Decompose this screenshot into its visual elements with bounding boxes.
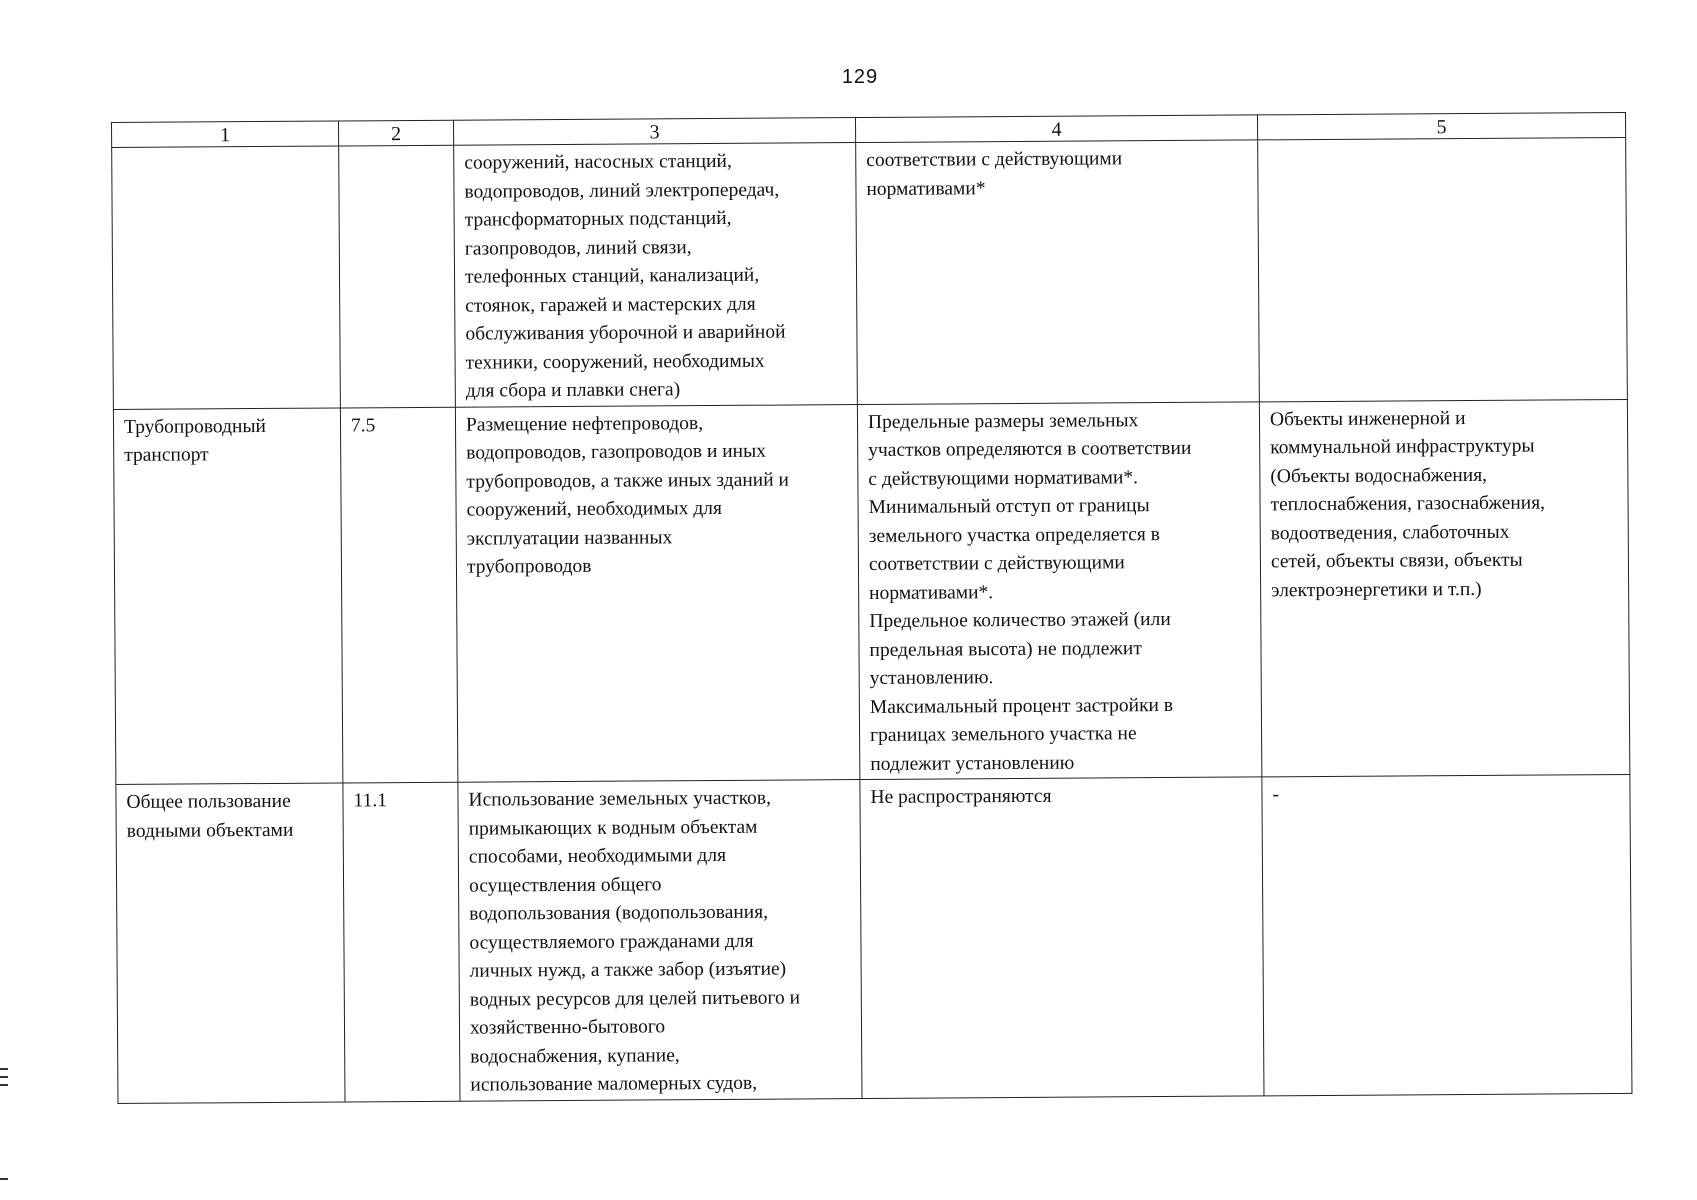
column-header-3: 3 <box>453 118 855 146</box>
parameters-cell: Предельные размеры земельных участков определяются в соответствии с действующими нормативами*. Минимальный отступ от границы земельного участка определяется в соответствии с действующими нормативами*. Предельное количество этажей (или предельная высота) не подлежит установлению. Максимальный процент застройки в границах земельного участка не подлежит установлению <box>857 401 1261 779</box>
table-row <box>113 399 1629 785</box>
table-row <box>116 774 1632 1103</box>
binding-mark <box>0 1084 8 1086</box>
binding-mark <box>0 1068 8 1070</box>
land-use-code-cell: 7.5 <box>340 407 457 783</box>
land-use-name-cell: Трубопроводный транспорт <box>113 407 342 784</box>
objects-cell: Объекты инженерной и коммунальной инфраструктуры (Объекты водоснабжения, теплоснабжения, газоснабжения, водоотведения, слаботочных сетей, объекты связи, объекты электроэнергетики и т.п.) <box>1259 399 1629 777</box>
column-header-5: 5 <box>1257 112 1625 139</box>
column-header-4: 4 <box>855 115 1257 143</box>
land-use-code-cell <box>339 145 456 407</box>
land-use-table <box>111 112 1632 1104</box>
land-use-name-cell <box>112 146 341 409</box>
land-use-description-cell: сооружений, насосных станций, водопроводов, линий электропередач, трансформаторных подстанций, газопроводов, линий связи, телефонных станций, канализаций, стоянок, гаражей и мастерских для обслуживания уборочной и аварийной техники, сооружений, необходимых для сбора и плавки снега) <box>454 143 858 407</box>
land-use-description-cell: Размещение нефтепроводов, водопроводов, газопроводов и иных трубопроводов, а также иных зданий и сооружений, необходимых для эксплуатации названных трубопроводов <box>455 404 859 782</box>
land-use-code-cell: 11.1 <box>343 782 460 1101</box>
column-header-1: 1 <box>112 121 339 148</box>
land-use-description-cell: Использование земельных участков, примыкающих к водным объектам способами, необходимыми для осуществления общего водопользования (водопользования, осуществляемого гражданами для личных нужд, а также забор (изъятие) водных ресурсов для целей питьевого и хозяйственно-бытового водоснабжения, купание, использование маломерных судов, <box>458 780 862 1101</box>
column-header-2: 2 <box>338 120 453 146</box>
parameters-cell: Не распространяются <box>860 777 1264 1098</box>
table-row <box>112 137 1628 409</box>
binding-mark <box>0 1076 8 1078</box>
parameters-cell: соответствии с действующими нормативами* <box>856 140 1260 404</box>
objects-cell: - <box>1262 774 1632 1095</box>
objects-cell <box>1258 137 1628 401</box>
page-number: 129 <box>841 66 879 88</box>
margin-dash <box>0 1178 8 1180</box>
binding-marks <box>0 1068 10 1092</box>
land-use-name-cell: Общее пользование водными объектами <box>116 783 345 1103</box>
